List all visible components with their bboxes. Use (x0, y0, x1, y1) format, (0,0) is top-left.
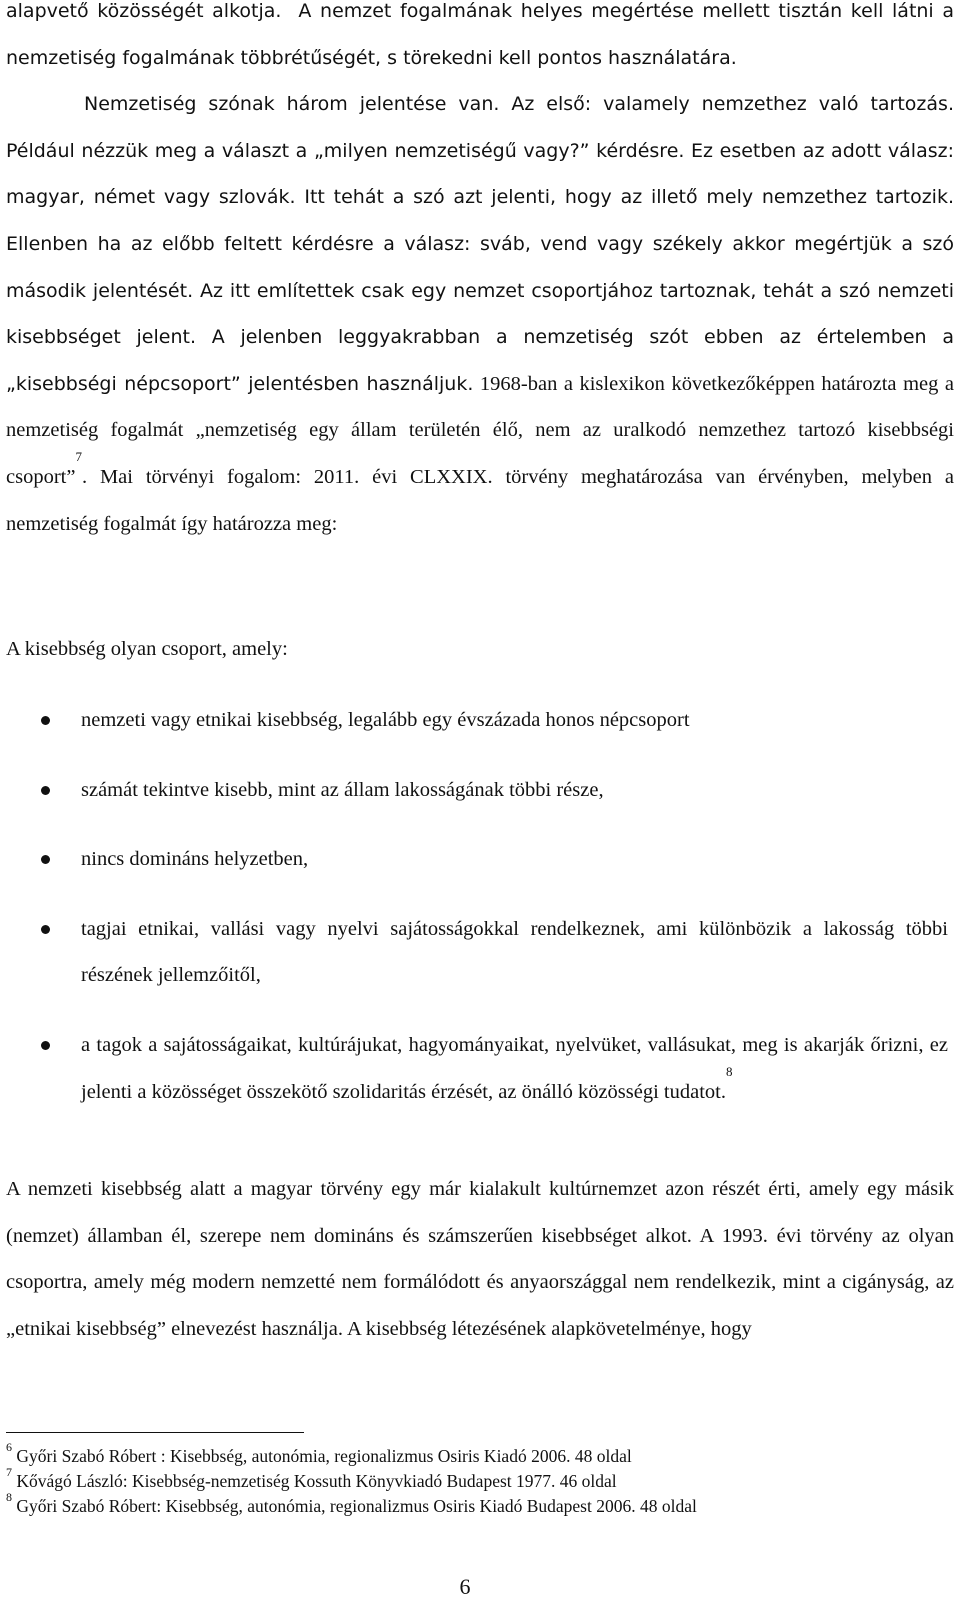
list-item-text: tagjai etnikai, vallási vagy nyelvi sajátosságokkal rendelkeznek, ami különbözik a lakosság többi részének jellemzőitől, (81, 917, 948, 987)
footnote-item (6, 1490, 954, 1519)
paragraph-nemzetiseg-part-c: . Mai törvényi fogalom: 2011. évi CLXXIX. törvény meghatározása van érvényben, melyben a nemzetiség fogalmát így határozza meg: (6, 465, 954, 535)
footnote-ref-7: 7 (75, 448, 82, 464)
bullet-icon (41, 716, 50, 725)
footnote-separator (6, 1432, 304, 1433)
footnote-ref-8: 8 (725, 1063, 733, 1079)
footnote-text: Győri Szabó Róbert : Kisebbség, autonómia, regionalizmus Osiris Kiadó 2006. 48 oldal (12, 1446, 632, 1466)
bullet-icon (41, 1041, 50, 1050)
list-item (0, 906, 948, 999)
list-item-text: nemzeti vagy etnikai kisebbség, legalább egy évszázada honos népcsoport (81, 709, 690, 731)
paragraph-nemzetiseg (6, 81, 954, 547)
footnote-item (6, 1440, 954, 1469)
footnote-text: Kővágó László: Kisebbség-nemzetiség Kossuth Könyvkiadó Budapest 1977. 46 oldal (12, 1471, 617, 1491)
footnote-number: 7 (6, 1465, 12, 1479)
list-item-text: a tagok a sajátosságaikat, kultúrájukat, hagyományaikat, nyelvüket, vallásukat, meg is akarják őrizni, ez jelenti a közösséget összekötő szolidaritás érzését, az önálló közösségi tudatot. (81, 1033, 948, 1103)
paragraph-intro-start: alapvető közösségét alkotja. (6, 0, 282, 22)
paragraph-intro (6, 0, 954, 81)
list-intro-text: A kisebbség olyan csoport, amely: (6, 638, 288, 660)
bullet-list (0, 697, 960, 1115)
paragraph-nemzetiseg-part-b: 1968-ban a kislexikon következőképpen határozta meg a nemzetiség fogalmát „nemzetiség egy állam területén élő, nem az uralkodó nemzethez tartozó kisebbségi csoport” (6, 372, 954, 488)
footnote-number: 8 (6, 1490, 12, 1504)
page-number: 6 (459, 1574, 471, 1599)
list-item-text: számát tekintve kisebb, mint az állam lakosságának többi része, (81, 778, 604, 801)
footnote-item (6, 1465, 954, 1494)
body-text-bottom (6, 1166, 954, 1352)
body-text-top (6, 0, 954, 547)
list-intro (6, 626, 954, 673)
paragraph-nemzetiseg-part-a: Nemzetiség szónak három jelentése van. Az első: valamely nemzethez való tartozás. Például nézzük meg a választ a „milyen nemzetiségű vagy?” kérdésre. Ez esetben az adott válasz: magyar, német vagy szlovák. Itt tehát a szó azt jelenti, hogy az illető mely nemzethez tartozik. Ellenben ha az előbb feltett kérdésre a válasz: sváb, vend vagy székely akkor megértjük a szó második jelentését. Az itt említettek csak egy nemzet csoportjához tartoznak, tehát a szó nemzeti kisebbséget jelent. A jelenben leggyakrabban a nemzetiség szót ebben az értelemben a „kisebbségi népcsoport” jelentésben használjuk. (6, 93, 954, 395)
list-item (0, 1022, 948, 1115)
list-item (0, 836, 948, 883)
footnote-number: 6 (6, 1440, 12, 1454)
list-item (0, 767, 948, 814)
paragraph-intro-end: A nemzet fogalmának helyes megértése mellett tisztán kell látni a nemzetiség fogalmának többrétűségét, s törekedni kell pontos használatára. (6, 0, 954, 69)
footnotes (6, 1440, 954, 1519)
list-item (0, 697, 948, 744)
footnote-text: Győri Szabó Róbert: Kisebbség, autonómia, regionalizmus Osiris Kiadó Budapest 2006. 48 oldal (12, 1496, 697, 1516)
list-item-text: nincs domináns helyzetben, (81, 848, 309, 871)
paragraph-nemzeti-kisebbseg: A nemzeti kisebbség alatt a magyar törvény egy már kialakult kultúrnemzet azon részét érti, amely egy másik (nemzet) államban él, szerepe nem domináns és számszerűen kisebbséget alkot. A 1993. évi törvény az olyan csoportra, amely még modern nemzetté nem formálódott és anyaországgal nem rendelkezik, mint a cigányság, az „etnikai kisebbség” elnevezést használja. A kisebbség létezésének alapkövetelménye, hogy (6, 1178, 954, 1340)
bullet-icon (41, 855, 50, 864)
bullet-icon (41, 786, 50, 795)
bullet-icon (41, 925, 50, 934)
